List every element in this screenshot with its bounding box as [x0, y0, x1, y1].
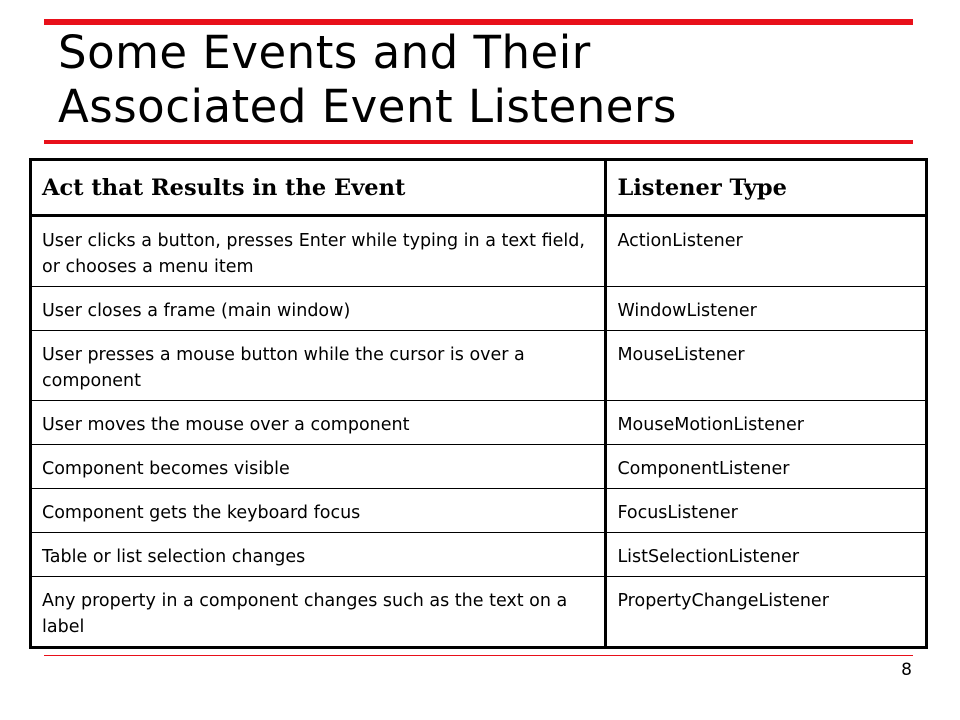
header-act: Act that Results in the Event — [31, 160, 606, 216]
act-cell: User presses a mouse button while the cursor is over a component — [31, 331, 606, 401]
table-row — [31, 533, 927, 577]
table-row — [31, 216, 927, 287]
top-red-rule — [44, 19, 913, 25]
slide-title-line-1: Some Events and Their — [58, 26, 591, 79]
footer-red-rule — [44, 655, 913, 656]
act-cell: User moves the mouse over a component — [31, 401, 606, 445]
act-cell: User clicks a button, presses Enter while typing in a text field, or chooses a menu item — [31, 216, 606, 287]
page-number: 8 — [901, 660, 912, 680]
act-cell: Component gets the keyboard focus — [31, 489, 606, 533]
listener-cell: WindowListener — [606, 287, 927, 331]
listener-cell: PropertyChangeListener — [606, 577, 927, 648]
act-cell: Table or list selection changes — [31, 533, 606, 577]
table-row — [31, 331, 927, 401]
act-cell: User closes a frame (main window) — [31, 287, 606, 331]
table-row — [31, 401, 927, 445]
table-header-row — [31, 160, 927, 216]
listener-cell: ActionListener — [606, 216, 927, 287]
table-row — [31, 287, 927, 331]
header-listener-type: Listener Type — [606, 160, 927, 216]
act-cell: Component becomes visible — [31, 445, 606, 489]
listener-cell: MouseMotionListener — [606, 401, 927, 445]
table-row — [31, 445, 927, 489]
listener-cell: ComponentListener — [606, 445, 927, 489]
listener-cell: MouseListener — [606, 331, 927, 401]
slide-title — [58, 26, 918, 134]
act-cell: Any property in a component changes such as the text on a label — [31, 577, 606, 648]
table-row — [31, 489, 927, 533]
events-listeners-table — [29, 158, 928, 649]
slide-title-line-2: Associated Event Listeners — [58, 80, 677, 133]
title-underline-rule — [44, 140, 913, 144]
table-row — [31, 577, 927, 648]
listener-cell: FocusListener — [606, 489, 927, 533]
listener-cell: ListSelectionListener — [606, 533, 927, 577]
